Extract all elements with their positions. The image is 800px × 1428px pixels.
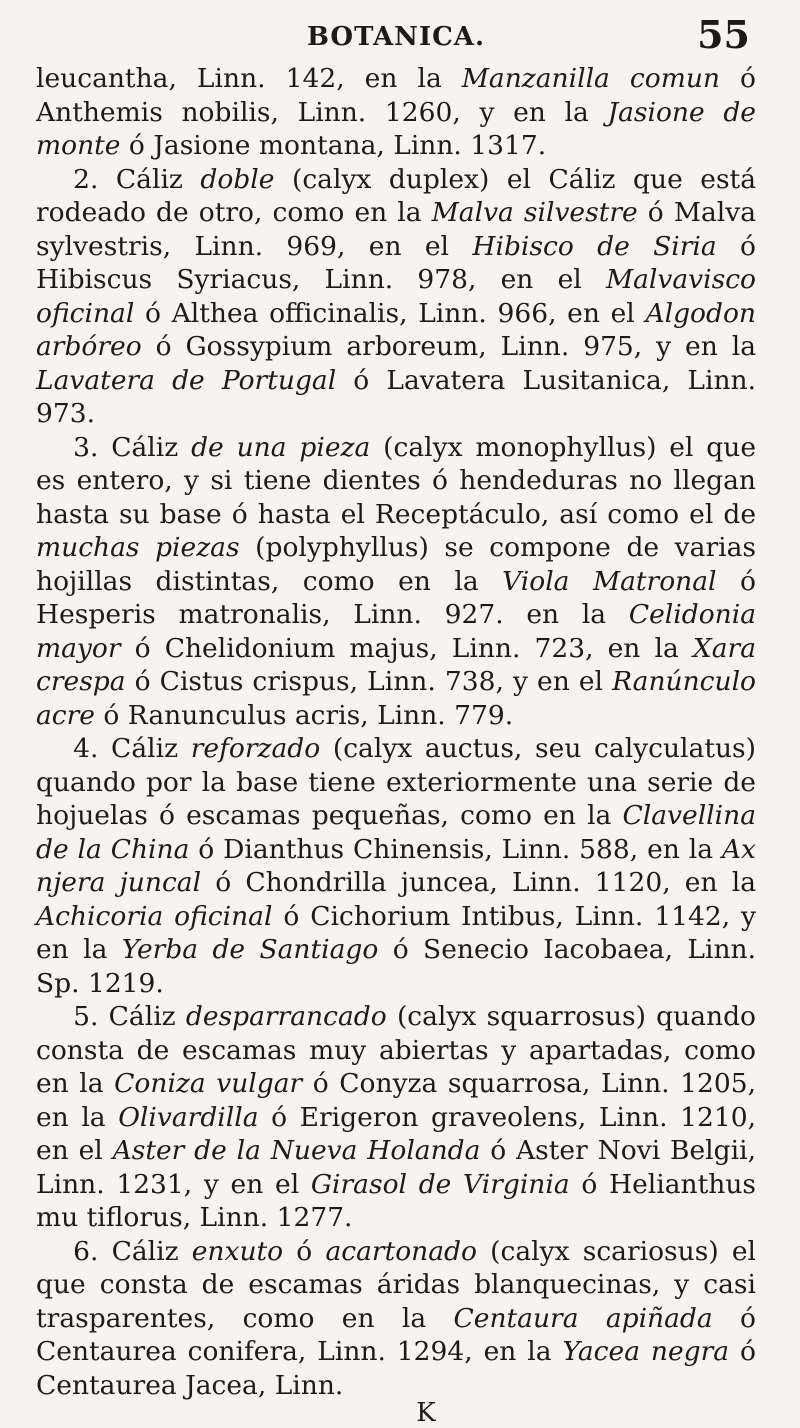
- italic-plant-name: Celidonia mayor: [36, 599, 756, 664]
- italic-plant-name: de una pieza: [191, 431, 371, 463]
- text-run: ó Centaurea conifera, Linn. 1294, en la: [36, 1302, 756, 1367]
- italic-plant-name: desparrancado: [185, 1001, 387, 1032]
- text-run: 5. Cáliz: [73, 1001, 186, 1032]
- text-run: ó: [283, 1235, 326, 1267]
- italic-plant-name: Achicoria oficinal: [36, 900, 273, 932]
- paragraph-caliz-de-una-pieza: [36, 431, 756, 733]
- italic-plant-name: Algodon arbóreo: [36, 297, 756, 362]
- text-run: 6. Cáliz: [73, 1235, 192, 1267]
- italic-plant-name: Jasione de monte: [36, 96, 756, 161]
- page-header: [36, 0, 756, 62]
- text-run: (calyx scariosus) el que consta de escamas áridas blanquecinas, y casi trasparentes, como en la: [36, 1235, 757, 1334]
- text-run: ó Althea officinalis, Linn. 966, en el: [134, 297, 646, 329]
- italic-plant-name: reforzado: [190, 733, 321, 764]
- italic-plant-name: Clavellina de la China: [36, 800, 756, 865]
- text-run: ó Jasione montana, Linn. 1317.: [120, 130, 547, 161]
- text-run: ó Gossypium arboreum, Linn. 975, y en la: [141, 331, 756, 362]
- italic-plant-name: doble: [200, 163, 275, 195]
- text-run: ó Senecio Iacobaea, Linn. Sp. 1219.: [36, 934, 757, 999]
- italic-plant-name: Yerba de Santiago: [121, 934, 379, 965]
- text-run: (calyx monophyllus) el que es entero, y si tiene dientes ó hendeduras no llegan hasta su base ó hasta el Receptáculo, así como el de: [36, 431, 757, 530]
- italic-plant-name: Aster de la Nueva Holanda: [112, 1135, 481, 1166]
- italic-plant-name: Coniza vulgar: [114, 1068, 303, 1099]
- text-run: ó Chelidonium majus, Linn. 723, en la: [120, 632, 693, 664]
- text-run: ó Aster Novi Belgii, Linn. 1231, y en el: [36, 1135, 756, 1200]
- text-run: ó Hibiscus Syriacus, Linn. 978, en el: [36, 230, 756, 295]
- text-run: ó Cichorium Intibus, Linn. 1142, y en la: [36, 900, 756, 965]
- text-run: ó Chondrilla juncea, Linn. 1120, en la: [201, 867, 756, 898]
- paragraph-caliz-enxuto: [36, 1235, 756, 1403]
- italic-plant-name: acartonado: [325, 1235, 477, 1267]
- text-run: ó Helianthus mu tiflorus, Linn. 1277.: [36, 1168, 756, 1233]
- italic-plant-name: Ax njera juncal: [36, 833, 756, 898]
- text-run: leucantha, Linn. 142, en la: [36, 63, 462, 94]
- text-run: 2. Cáliz: [73, 163, 201, 195]
- text-run: ó Anthemis nobilis, Linn. 1260, y en la: [36, 63, 756, 128]
- text-run: ó Malva sylvestris, Linn. 969, en el: [36, 197, 757, 262]
- italic-plant-name: Malvavisco oficinal: [36, 264, 756, 329]
- body-text: [36, 62, 756, 1402]
- text-run: ó Hesperis matronalis, Linn. 927. en la: [36, 565, 756, 630]
- italic-plant-name: Ranúnculo acre: [36, 666, 756, 731]
- italic-plant-name: Yacea negra: [562, 1336, 730, 1367]
- text-run: ó Ranunculus acris, Linn. 779.: [95, 699, 514, 731]
- paragraph-caliz-doble: [36, 163, 756, 431]
- paragraph-caliz-desparrancado: [36, 1000, 756, 1235]
- text-run: ó Conyza squarrosa, Linn. 1205, en la: [36, 1068, 757, 1133]
- text-run: (calyx duplex) el Cáliz que está rodeado de otro, como en la: [36, 163, 757, 228]
- text-run: 4. Cáliz: [73, 733, 191, 764]
- running-head: BOTANICA.: [306, 22, 486, 52]
- text-run: ó Lavatera Lusitanica, Linn. 973.: [36, 364, 756, 429]
- paragraph-caliz-reforzado: [36, 732, 756, 1000]
- italic-plant-name: Girasol de Virginia: [310, 1168, 570, 1200]
- paragraph-continuation: [36, 62, 756, 163]
- italic-plant-name: Olivardilla: [118, 1101, 259, 1133]
- text-run: ó Erigeron graveolens, Linn. 1210, en el: [36, 1101, 756, 1166]
- text-run: (calyx squarrosus) quando consta de escamas muy abiertas y apartadas, como en la: [36, 1001, 756, 1099]
- italic-plant-name: Hibisco de Siria: [472, 230, 717, 262]
- italic-plant-name: Manzanilla comun: [461, 63, 720, 94]
- text-run: ó Cistus crispus, Linn. 738, y en el: [125, 666, 613, 697]
- signature-mark: K: [416, 1398, 436, 1428]
- italic-plant-name: Malva silvestre: [431, 197, 638, 228]
- italic-plant-name: Lavatera de Portugal: [36, 364, 337, 396]
- text-run: 3. Cáliz: [73, 431, 192, 463]
- italic-plant-name: Viola Matronal: [502, 565, 717, 597]
- italic-plant-name: Centaura apiñada: [453, 1302, 713, 1334]
- text-run: ó Dianthus Chinensis, Linn. 588, en la: [189, 833, 722, 865]
- text-run: (calyx auctus, seu calyculatus) quando por la base tiene exteriormente una serie de hojuelas ó escamas pequeñas, como en la: [36, 733, 756, 831]
- text-run: (polyphyllus) se compone de varias hojillas distintas, como en la: [36, 532, 756, 597]
- text-run: ó Centaurea Jacea, Linn.: [36, 1336, 756, 1401]
- italic-plant-name: muchas piezas: [36, 532, 240, 563]
- italic-plant-name: enxuto: [191, 1235, 284, 1267]
- italic-plant-name: Xara crespa: [36, 632, 756, 697]
- page-number: 55: [697, 12, 750, 57]
